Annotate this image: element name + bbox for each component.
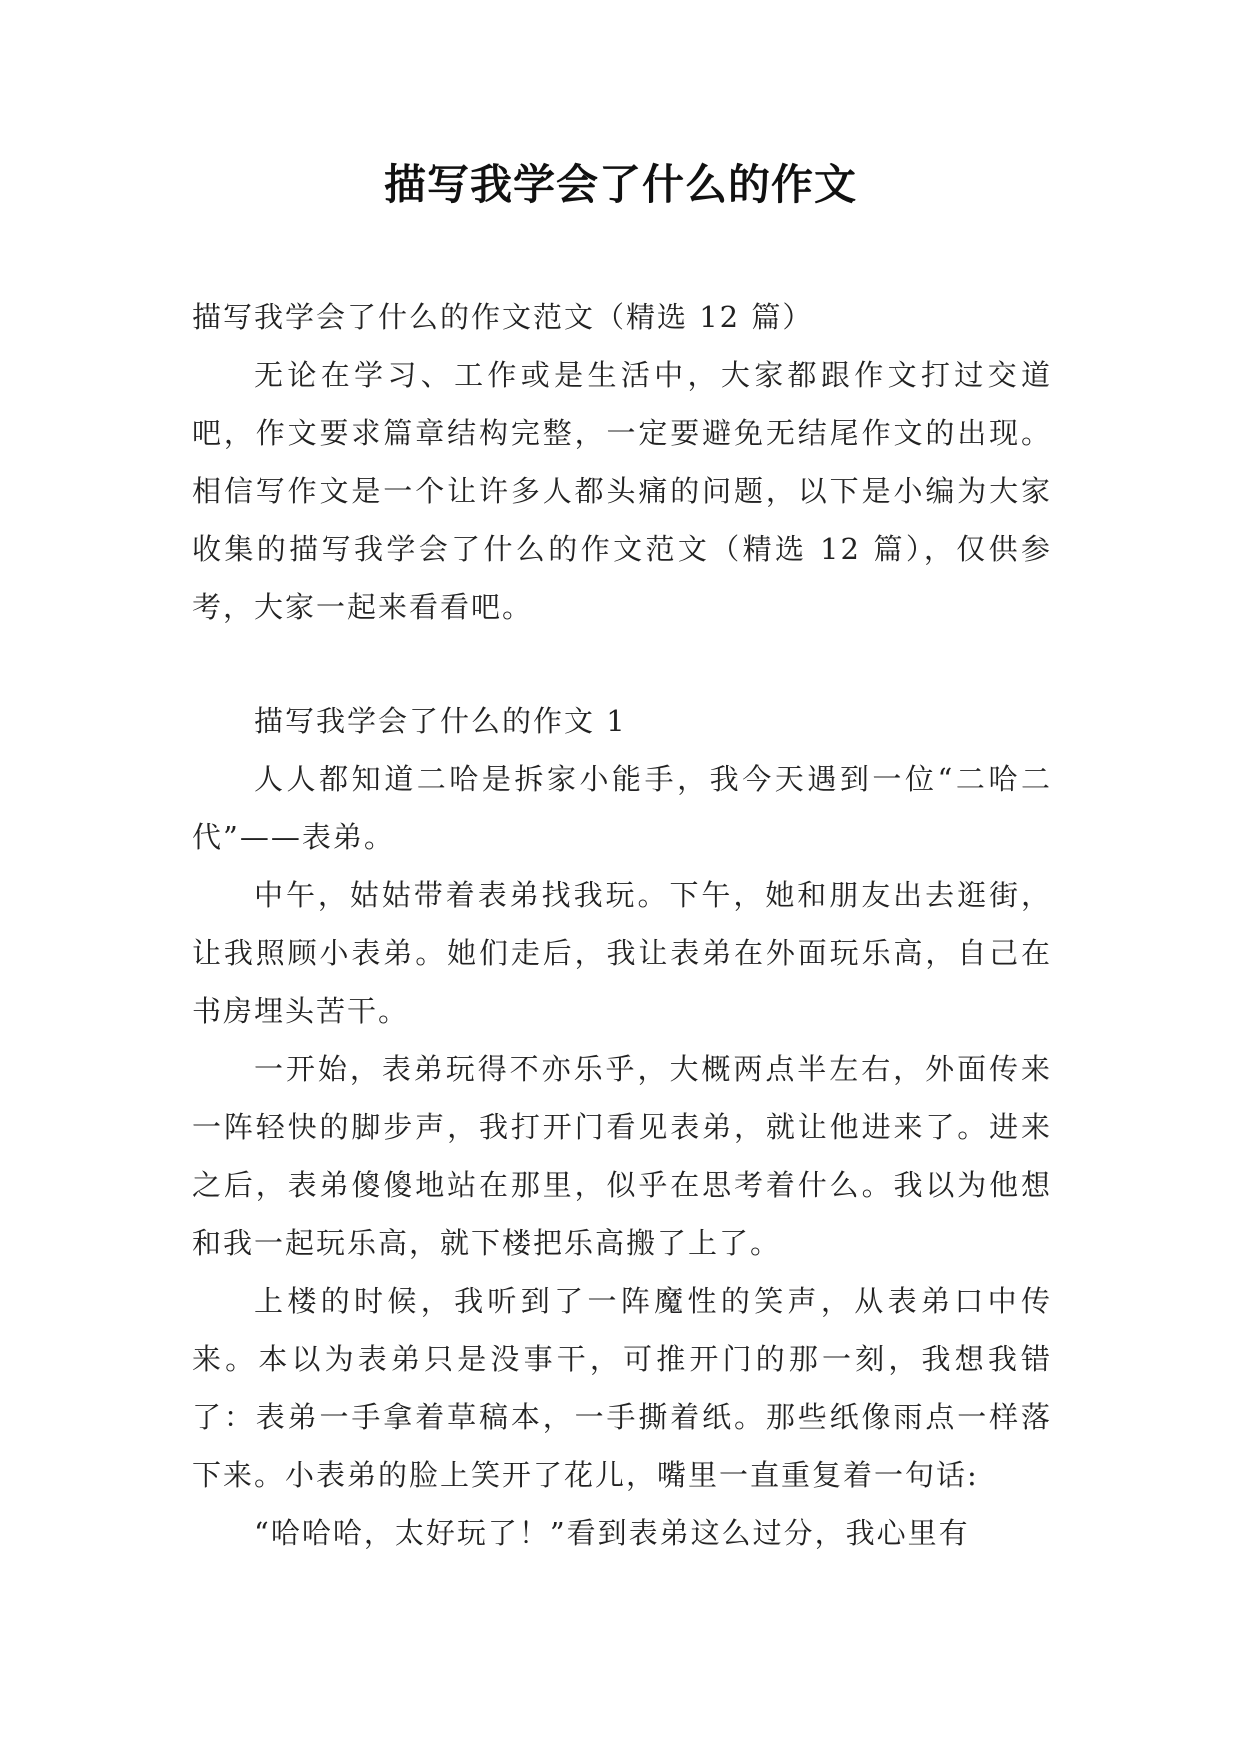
intro-paragraph: 无论在学习、工作或是生活中，大家都跟作文打过交道吧，作文要求篇章结构完整，一定要避免无结尾作文的出现。相信写作文是一个让许多人都头痛的问题，以下是小编为大家收集的描写我学会了什么的作文范文（精选 12 篇），仅供参考，大家一起来看看吧。	[192, 358, 1052, 624]
essay-heading: 描写我学会了什么的作文 1	[254, 704, 627, 738]
essay-paragraph: 中午，姑姑带着表弟找我玩。下午，她和朋友出去逛街，让我照顾小表弟。她们走后，我让表弟在外面玩乐高，自己在书房埋头苦干。	[192, 878, 1052, 1028]
page-title: 描写我学会了什么的作文	[383, 160, 857, 209]
document-body	[192, 288, 1052, 1562]
essay-paragraph: 一开始，表弟玩得不亦乐乎，大概两点半左右，外面传来一阵轻快的脚步声，我打开门看见表弟，就让他进来了。进来之后，表弟傻傻地站在那里，似乎在思考着什么。我以为他想和我一起玩乐高，就下楼把乐高搬了上了。	[192, 1052, 1052, 1260]
essay-paragraph: 上楼的时候，我听到了一阵魔性的笑声，从表弟口中传来。本以为表弟只是没事干，可推开门的那一刻，我想我错了：表弟一手拿着草稿本，一手撕着纸。那些纸像雨点一样落下来。小表弟的脸上笑开了花儿，嘴里一直重复着一句话:	[192, 1284, 1052, 1492]
essay-paragraph: 人人都知道二哈是拆家小能手，我今天遇到一位“二哈二代”——表弟。	[192, 762, 1052, 854]
document-subtitle: 描写我学会了什么的作文范文（精选 12 篇）	[192, 300, 814, 334]
essay-paragraph: “哈哈哈，太好玩了！”看到表弟这么过分，我心里有	[254, 1516, 970, 1550]
